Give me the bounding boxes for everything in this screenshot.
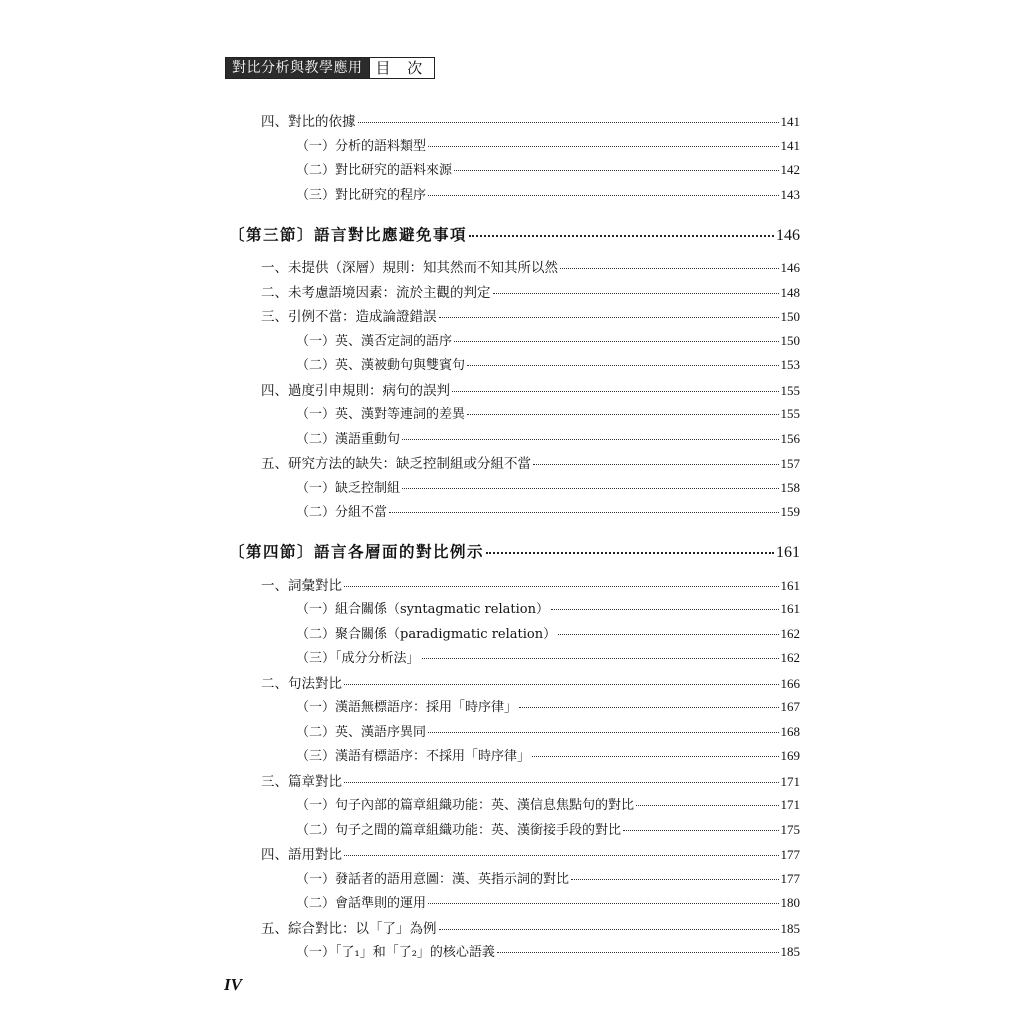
toc-label: 〔第三節〕語言對比應避免事項 [229, 224, 468, 244]
toc-page-number: 146 [776, 226, 800, 244]
dot-leader [358, 109, 779, 124]
toc-label: 二、未考慮語境因素：流於主觀的判定 [261, 284, 491, 301]
dot-leader [454, 328, 778, 342]
toc-label: （一）「了₁」和「了₂」的核心語義 [296, 945, 495, 960]
toc-page-number: 155 [780, 382, 800, 398]
toc-label: （三）對比研究的程序 [296, 187, 427, 203]
toc-subentry[interactable] [296, 428, 800, 447]
dot-leader [623, 817, 778, 831]
toc-subentry[interactable] [296, 892, 800, 911]
toc-label: （一）缺乏控制組 [296, 480, 401, 496]
toc-page-number: 171 [780, 773, 800, 789]
dot-leader [422, 645, 779, 659]
toc-subentry[interactable] [296, 696, 800, 715]
dot-leader [493, 279, 779, 294]
toc-subentry[interactable] [296, 647, 800, 666]
toc-page-number: 171 [780, 797, 800, 812]
dot-leader [452, 377, 779, 392]
toc-subentry[interactable] [296, 794, 800, 813]
toc-subentry[interactable] [296, 477, 800, 496]
dot-leader [428, 890, 778, 904]
toc-subentry[interactable] [296, 184, 800, 203]
toc-page-number: 185 [780, 944, 800, 959]
toc-label: 四、過度引申規則：病句的誤判 [261, 382, 450, 399]
toc-label: （二）對比研究的語料來源 [296, 163, 453, 178]
toc-subentry[interactable] [296, 598, 800, 617]
dot-leader [344, 842, 779, 857]
toc-label: （一）組合關係（syntagmatic relation） [296, 602, 549, 617]
dot-leader [344, 768, 779, 783]
toc-label: （二）英、漢被動句與雙賓句 [296, 358, 466, 373]
toc-label: 五、綜合對比：以「了」為例 [261, 920, 437, 937]
toc-subentry[interactable] [296, 868, 800, 887]
toc-entry[interactable] [261, 305, 800, 325]
toc-subentry[interactable] [296, 135, 800, 154]
toc-label: 三、引例不當：造成論證錯誤 [261, 309, 437, 325]
toc-entry[interactable] [261, 256, 800, 276]
toc-label: （一）漢語無標語序：採用「時序律」 [296, 700, 518, 715]
toc-label: 三、篇章對比 [261, 773, 342, 790]
toc-label: 四、語用對比 [261, 847, 342, 863]
toc-page-number: 185 [780, 920, 800, 936]
toc-page-number: 162 [780, 650, 800, 665]
toc-subentry[interactable] [296, 819, 800, 838]
toc-page-number: 146 [780, 260, 800, 275]
toc-label: （一）英、漢否定詞的語序 [296, 333, 453, 349]
toc-page-number: 175 [780, 821, 800, 837]
toc-page-number: 169 [780, 748, 800, 763]
toc-page-number: 162 [780, 625, 800, 641]
toc-page-number: 167 [780, 699, 800, 714]
book-title: 對比分析與教學應用 [226, 58, 369, 78]
toc-section-heading[interactable] [229, 540, 800, 563]
toc-page-number: 177 [780, 847, 800, 862]
toc-subentry[interactable] [296, 623, 800, 642]
dot-leader [428, 133, 778, 147]
dot-leader [439, 915, 779, 930]
toc-page-number: 157 [780, 456, 800, 471]
dot-leader [467, 352, 778, 366]
dot-leader [571, 866, 778, 880]
toc-page-number: 150 [780, 332, 800, 348]
dot-leader [344, 670, 779, 685]
page-folio: IV [224, 975, 242, 994]
toc-entry[interactable] [261, 281, 800, 301]
toc-label: （一）英、漢對等連詞的差異 [296, 407, 466, 422]
toc-subentry[interactable] [296, 159, 800, 178]
dot-leader [551, 596, 779, 610]
toc-label: 五、研究方法的缺失：缺乏控制組或分組不當 [261, 456, 531, 472]
toc-page-number: 177 [780, 870, 800, 886]
toc-label: （二）聚合關係（paradigmatic relation） [296, 626, 557, 642]
toc-label: 二、句法對比 [261, 675, 342, 692]
toc-page-number: 161 [776, 544, 800, 561]
toc-page-number: 141 [780, 137, 800, 153]
toc-entry[interactable] [261, 452, 800, 472]
toc-page-number: 150 [780, 309, 800, 324]
toc-label: 一、詞彙對比 [261, 577, 342, 594]
toc-page-number: 156 [780, 430, 800, 446]
toc-page-number: 142 [780, 162, 800, 177]
dot-leader [428, 719, 778, 733]
dot-leader [467, 401, 778, 415]
dot-leader [344, 572, 779, 587]
dot-leader [402, 426, 778, 440]
toc-label: （二）漢語重動句 [296, 431, 401, 447]
toc-page-number: 161 [780, 577, 800, 593]
dot-leader [636, 792, 778, 806]
toc-label: （一）分析的語料類型 [296, 138, 427, 154]
toc-page-number: 159 [780, 504, 800, 519]
toc-label: （一）句子內部的篇章組織功能：英、漢信息焦點句的對比 [296, 798, 635, 813]
toc-page-number: 161 [780, 601, 800, 616]
dot-leader [402, 475, 778, 489]
toc-page-number: 158 [780, 479, 800, 495]
toc-label: 一、未提供（深層）規則：知其然而不知其所以然 [261, 260, 558, 276]
toc-section-heading[interactable] [229, 222, 800, 245]
toc-page-number: 180 [780, 895, 800, 910]
toc-page-number: 141 [780, 114, 800, 129]
toc-entry[interactable] [261, 379, 800, 399]
toc-label: （二）分組不當 [296, 505, 388, 520]
toc-page-number: 153 [780, 357, 800, 372]
dot-leader [532, 743, 778, 757]
toc-page-number: 155 [780, 406, 800, 421]
toc-entry[interactable] [261, 843, 800, 863]
section-title: 目 次 [369, 58, 435, 78]
dot-leader [428, 182, 778, 196]
toc-subentry[interactable] [296, 330, 800, 349]
toc-label: （二）會話準則的運用 [296, 896, 427, 911]
toc-subentry[interactable] [296, 501, 800, 520]
toc-label: （三）漢語有標語序：不採用「時序律」 [296, 749, 531, 764]
dot-leader [454, 157, 778, 171]
toc-page-number: 168 [780, 723, 800, 739]
dot-leader [533, 451, 779, 466]
dot-leader [389, 499, 778, 513]
toc-page-number: 148 [780, 284, 800, 300]
toc-subentry[interactable] [296, 354, 800, 373]
toc-label: （一）發話者的語用意圖：漢、英指示詞的對比 [296, 871, 570, 887]
toc-label: 四、對比的依據 [261, 114, 356, 130]
toc-entry[interactable] [261, 917, 800, 937]
toc-subentry[interactable] [296, 941, 800, 960]
dot-leader [439, 304, 779, 319]
toc-label: 〔第四節〕語言各層面的對比例示 [229, 542, 485, 561]
toc-subentry[interactable] [296, 721, 800, 740]
toc-label: （二）英、漢語序異同 [296, 724, 427, 740]
dot-leader [560, 255, 779, 270]
toc-subentry[interactable] [296, 745, 800, 764]
toc-entry[interactable] [261, 574, 800, 594]
dot-leader [486, 537, 774, 555]
toc-entry[interactable] [261, 770, 800, 790]
toc-entry[interactable] [261, 110, 800, 130]
dot-leader [519, 694, 778, 708]
dot-leader [558, 621, 778, 635]
toc-entry[interactable] [261, 672, 800, 692]
toc-page-number: 143 [780, 186, 800, 202]
toc-page-number: 166 [780, 675, 800, 691]
toc-label: （三）「成分分析法」 [296, 651, 420, 666]
toc-label: （二）句子之間的篇章組織功能：英、漢銜接手段的對比 [296, 822, 622, 838]
toc-subentry[interactable] [296, 403, 800, 422]
dot-leader [469, 219, 774, 237]
dot-leader [497, 939, 779, 953]
